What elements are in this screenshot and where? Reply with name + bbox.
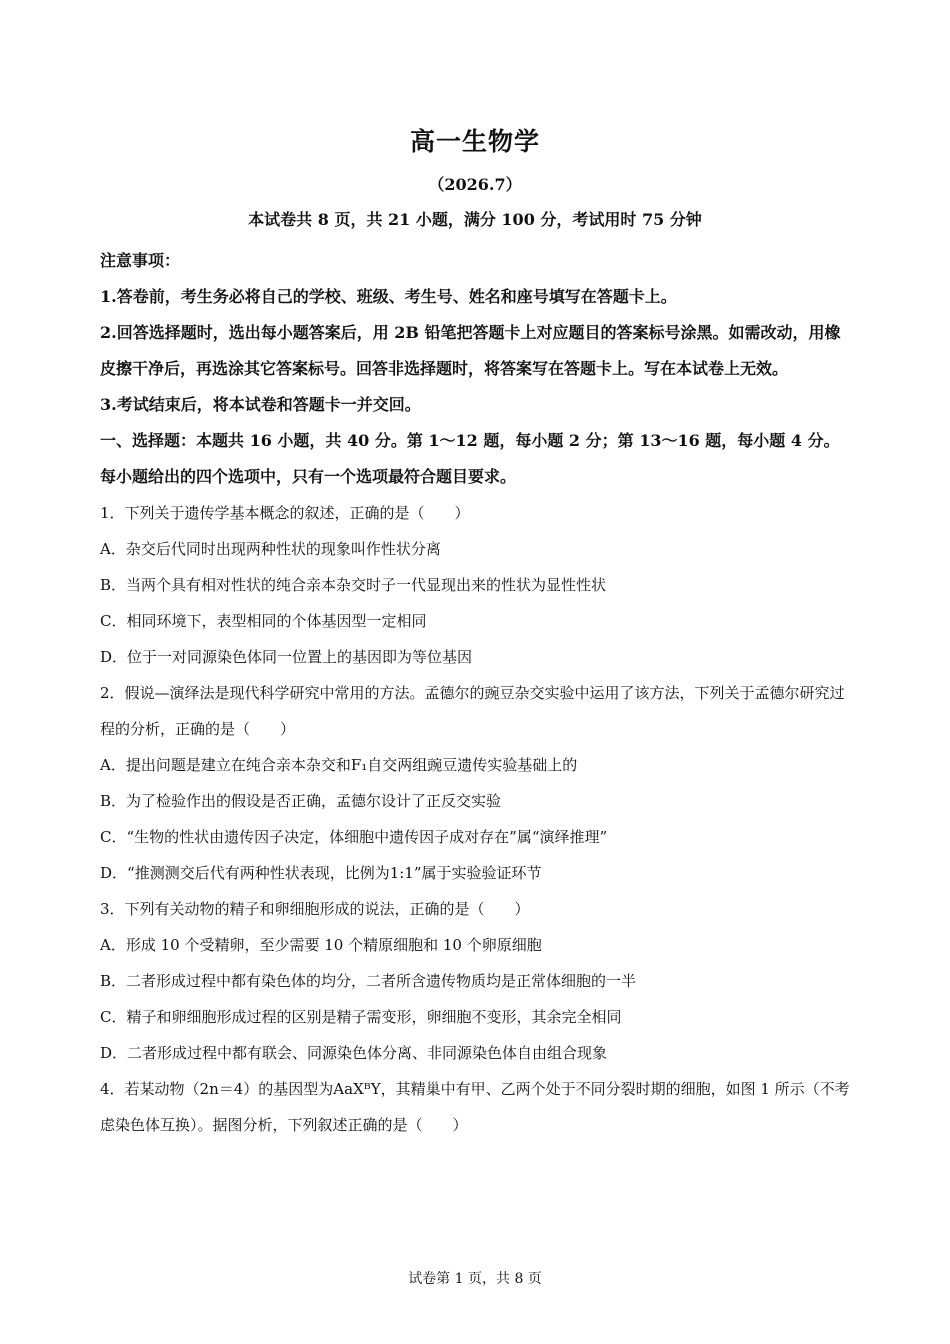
- question-3: [100, 891, 852, 1071]
- notice-item: 1.答卷前，考生务必将自己的学校、班级、考生号、姓名和座号填写在答题卡上。: [100, 287, 677, 306]
- option-a: A．杂交后代同时出现两种性状的现象叫作性状分离: [100, 540, 441, 558]
- question-stem: 2．假说—演绎法是现代科学研究中常用的方法。孟德尔的豌豆杂交实验中运用了该方法，下列关于孟德尔研究过程的分析，正确的是（ ）: [100, 684, 845, 738]
- question-stem: 4．若某动物（2n＝4）的基因型为AaXᴮY，其精巢中有甲、乙两个处于不同分裂时期的细胞，如图 1 所示（不考虑染色体互换）。据图分析，下列叙述正确的是（ ）: [100, 1080, 850, 1134]
- option-a: A．提出问题是建立在纯合亲本杂交和F₁自交两组豌豆遗传实验基础上的: [100, 756, 578, 774]
- option-c: C．精子和卵细胞形成过程的区别是精子需变形，卵细胞不变形，其余完全相同: [100, 1008, 622, 1026]
- option-c: C．“生物的性状由遗传因子决定，体细胞中遗传因子成对存在”属“演绎推理”: [100, 828, 608, 846]
- section-heading: 一、选择题：本题共 16 小题，共 40 分。第 1～12 题，每小题 2 分；第 13～16 题，每小题 4 分。每小题给出的四个选项中，只有一个选项最符合题目要求。: [100, 431, 840, 486]
- page-title: 高一生物学: [409, 127, 540, 156]
- option-b: B．为了检验作出的假设是否正确，孟德尔设计了正反交实验: [100, 792, 502, 810]
- question-stem: 1．下列关于遗传学基本概念的叙述，正确的是（ ）: [100, 504, 470, 522]
- option-d: D．“推测测交后代有两种性状表现，比例为1:1”属于实验验证环节: [100, 864, 542, 882]
- option-c: C．相同环境下，表型相同的个体基因型一定相同: [100, 612, 427, 630]
- option-b: B．二者形成过程中都有染色体的均分，二者所含遗传物质均是正常体细胞的一半: [100, 972, 637, 990]
- question-2: [100, 675, 852, 891]
- question-stem: 3．下列有关动物的精子和卵细胞形成的说法，正确的是（ ）: [100, 900, 530, 918]
- question-4: [100, 1071, 852, 1143]
- notice-heading: 注意事项：: [100, 251, 181, 270]
- notice-item: 2.回答选择题时，选出每小题答案后，用 2B 铅笔把答题卡上对应题目的答案标号涂黑。如需改动，用橡皮擦干净后，再选涂其它答案标号。回答非选择题时，将答案写在答题卡上。写在本试卷上无效。: [100, 323, 841, 378]
- option-a: A．形成 10 个受精卵，至少需要 10 个精原细胞和 10 个卵原细胞: [100, 936, 542, 954]
- option-b: B．当两个具有相对性状的纯合亲本杂交时子一代显现出来的性状为显性性状: [100, 576, 607, 594]
- option-d: D．位于一对同源染色体同一位置上的基因即为等位基因: [100, 648, 473, 666]
- option-d: D．二者形成过程中都有联会、同源染色体分离、非同源染色体自由组合现象: [100, 1044, 608, 1062]
- exam-content: [100, 243, 852, 1143]
- page-footer: 试卷第 1 页，共 8 页: [408, 1271, 542, 1287]
- notice-item: 3.考试结束后，将本试卷和答题卡一并交回。: [100, 395, 421, 414]
- exam-info: 本试卷共 8 页，共 21 小题，满分 100 分，考试用时 75 分钟: [248, 210, 702, 229]
- exam-date: （2026.7）: [428, 175, 522, 194]
- question-1: [100, 495, 852, 675]
